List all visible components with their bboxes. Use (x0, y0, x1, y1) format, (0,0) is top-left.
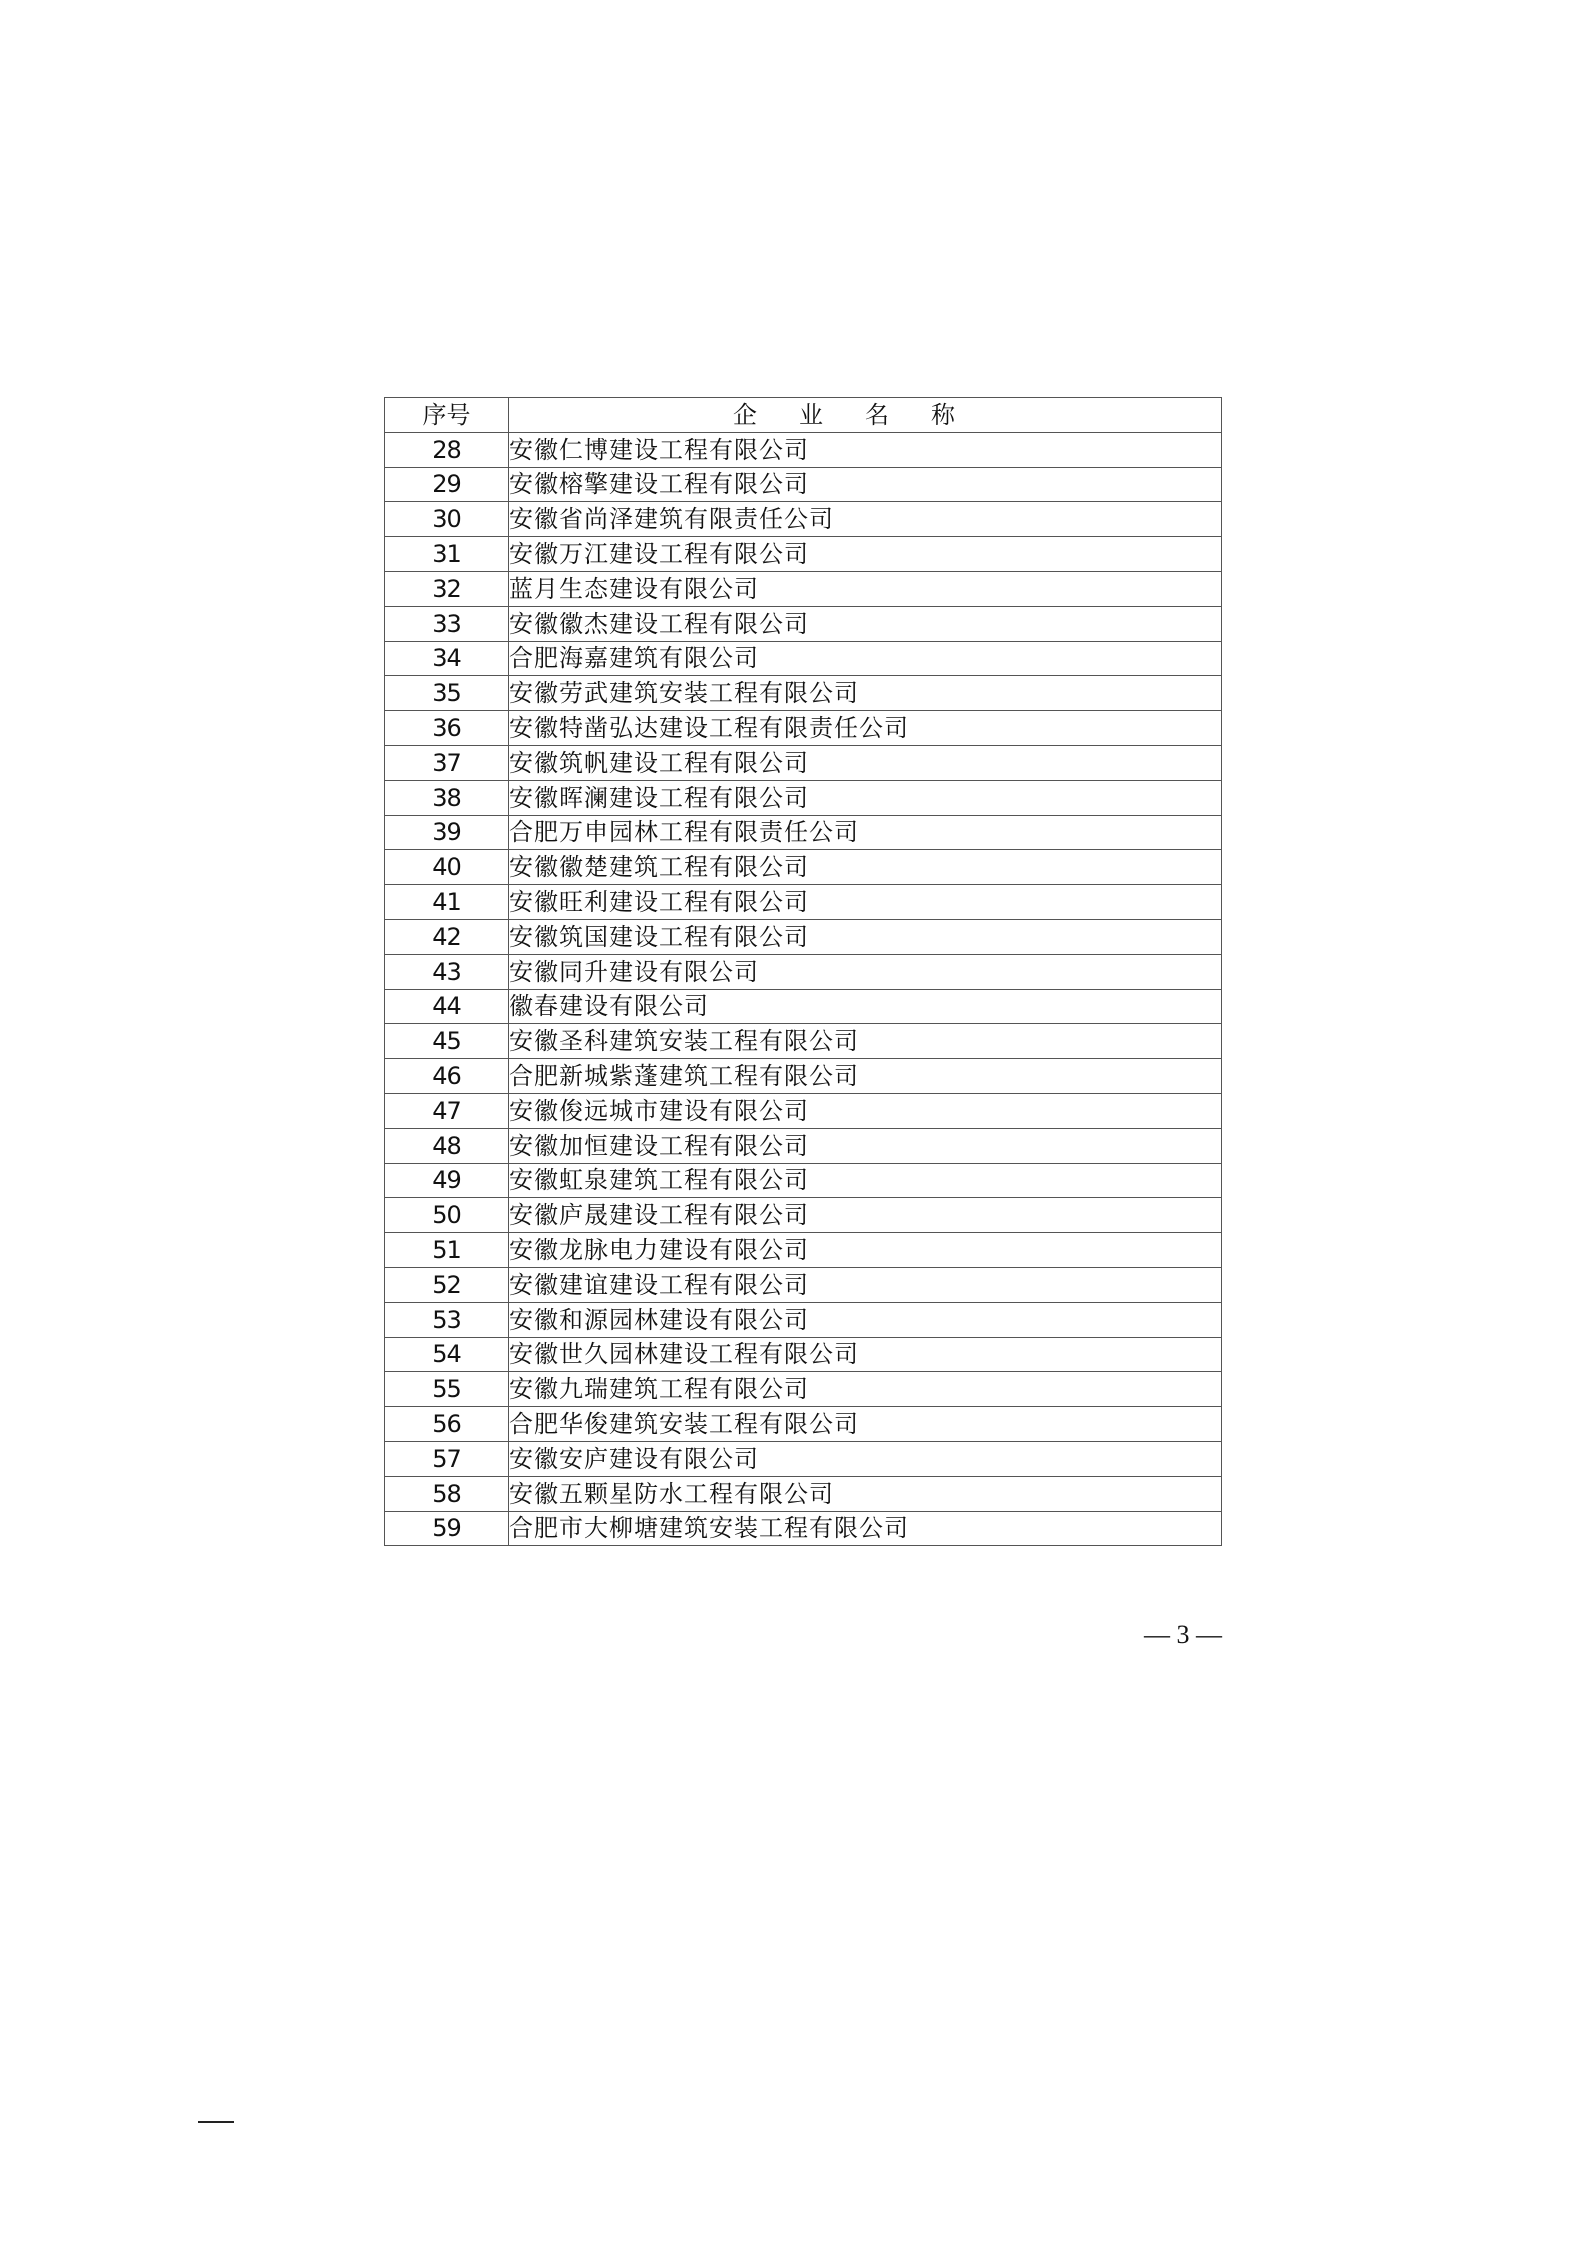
table-row (385, 1337, 1222, 1372)
table-row (385, 989, 1222, 1024)
row-serial-number: 38 (385, 780, 509, 815)
row-company-name: 安徽万江建设工程有限公司 (509, 537, 1222, 572)
header-serial-number: 序号 (385, 398, 509, 433)
table-row (385, 571, 1222, 606)
row-serial-number: 53 (385, 1302, 509, 1337)
row-serial-number: 30 (385, 502, 509, 537)
row-serial-number: 58 (385, 1476, 509, 1511)
table-row (385, 1302, 1222, 1337)
row-company-name: 安徽省尚泽建筑有限责任公司 (509, 502, 1222, 537)
row-serial-number: 52 (385, 1267, 509, 1302)
row-company-name: 安徽晖澜建设工程有限公司 (509, 780, 1222, 815)
table-row (385, 850, 1222, 885)
row-company-name: 安徽徽楚建筑工程有限公司 (509, 850, 1222, 885)
row-serial-number: 44 (385, 989, 509, 1024)
row-serial-number: 34 (385, 641, 509, 676)
row-serial-number: 29 (385, 467, 509, 502)
table-row (385, 1163, 1222, 1198)
row-company-name: 安徽筑帆建设工程有限公司 (509, 745, 1222, 780)
table-row (385, 954, 1222, 989)
row-company-name: 安徽九瑞建筑工程有限公司 (509, 1372, 1222, 1407)
table-row (385, 1198, 1222, 1233)
company-list-table (384, 397, 1222, 1546)
row-serial-number: 37 (385, 745, 509, 780)
row-company-name: 安徽加恒建设工程有限公司 (509, 1128, 1222, 1163)
table-row (385, 1059, 1222, 1094)
row-company-name: 安徽和源园林建设有限公司 (509, 1302, 1222, 1337)
table-row (385, 1128, 1222, 1163)
row-serial-number: 46 (385, 1059, 509, 1094)
table-row (385, 641, 1222, 676)
row-company-name: 安徽安庐建设有限公司 (509, 1441, 1222, 1476)
row-serial-number: 47 (385, 1093, 509, 1128)
row-serial-number: 43 (385, 954, 509, 989)
table-row (385, 1093, 1222, 1128)
table-row (385, 467, 1222, 502)
row-serial-number: 56 (385, 1407, 509, 1442)
table-row (385, 676, 1222, 711)
table-header-row (385, 398, 1222, 433)
table-row (385, 1024, 1222, 1059)
table-row (385, 919, 1222, 954)
row-company-name: 安徽同升建设有限公司 (509, 954, 1222, 989)
row-company-name: 安徽劳武建筑安装工程有限公司 (509, 676, 1222, 711)
row-company-name: 安徽徽杰建设工程有限公司 (509, 606, 1222, 641)
row-serial-number: 40 (385, 850, 509, 885)
table-row (385, 606, 1222, 641)
row-company-name: 安徽仁博建设工程有限公司 (509, 432, 1222, 467)
row-company-name: 徽春建设有限公司 (509, 989, 1222, 1024)
row-serial-number: 36 (385, 711, 509, 746)
table-row (385, 1267, 1222, 1302)
row-serial-number: 45 (385, 1024, 509, 1059)
row-serial-number: 54 (385, 1337, 509, 1372)
row-company-name: 安徽五颗星防水工程有限公司 (509, 1476, 1222, 1511)
row-company-name: 安徽俊远城市建设有限公司 (509, 1093, 1222, 1128)
row-serial-number: 57 (385, 1441, 509, 1476)
row-company-name: 合肥万申园林工程有限责任公司 (509, 815, 1222, 850)
row-serial-number: 32 (385, 571, 509, 606)
row-company-name: 安徽旺利建设工程有限公司 (509, 885, 1222, 920)
row-company-name: 安徽世久园林建设工程有限公司 (509, 1337, 1222, 1372)
row-serial-number: 35 (385, 676, 509, 711)
header-company-name: 企业名称 (509, 398, 1222, 433)
table-row (385, 1511, 1222, 1546)
row-company-name: 安徽虹泉建筑工程有限公司 (509, 1163, 1222, 1198)
table-row (385, 432, 1222, 467)
table-row (385, 537, 1222, 572)
row-serial-number: 39 (385, 815, 509, 850)
row-company-name: 安徽庐晟建设工程有限公司 (509, 1198, 1222, 1233)
row-company-name: 安徽特凿弘达建设工程有限责任公司 (509, 711, 1222, 746)
row-serial-number: 49 (385, 1163, 509, 1198)
page-number: — 3 — (1144, 1620, 1222, 1649)
row-serial-number: 41 (385, 885, 509, 920)
table-row (385, 885, 1222, 920)
row-serial-number: 55 (385, 1372, 509, 1407)
row-serial-number: 28 (385, 432, 509, 467)
table-row (385, 1372, 1222, 1407)
row-company-name: 安徽圣科建筑安装工程有限公司 (509, 1024, 1222, 1059)
table-body (385, 432, 1222, 1546)
row-company-name: 安徽建谊建设工程有限公司 (509, 1267, 1222, 1302)
table-row (385, 711, 1222, 746)
table-row (385, 745, 1222, 780)
row-company-name: 合肥华俊建筑安装工程有限公司 (509, 1407, 1222, 1442)
row-company-name: 安徽龙脉电力建设有限公司 (509, 1233, 1222, 1268)
table-row (385, 502, 1222, 537)
table-row (385, 1441, 1222, 1476)
table-row (385, 815, 1222, 850)
row-company-name: 安徽筑国建设工程有限公司 (509, 919, 1222, 954)
row-serial-number: 48 (385, 1128, 509, 1163)
table-row (385, 1407, 1222, 1442)
row-company-name: 合肥新城紫蓬建筑工程有限公司 (509, 1059, 1222, 1094)
row-serial-number: 42 (385, 919, 509, 954)
table-row (385, 780, 1222, 815)
table-row (385, 1233, 1222, 1268)
row-serial-number: 33 (385, 606, 509, 641)
row-serial-number: 50 (385, 1198, 509, 1233)
row-serial-number: 31 (385, 537, 509, 572)
table-row (385, 1476, 1222, 1511)
row-serial-number: 51 (385, 1233, 509, 1268)
row-company-name: 合肥海嘉建筑有限公司 (509, 641, 1222, 676)
footer-rule (198, 2121, 234, 2123)
row-company-name: 合肥市大柳塘建筑安装工程有限公司 (509, 1511, 1222, 1546)
row-company-name: 安徽榕擎建设工程有限公司 (509, 467, 1222, 502)
row-serial-number: 59 (385, 1511, 509, 1546)
row-company-name: 蓝月生态建设有限公司 (509, 571, 1222, 606)
